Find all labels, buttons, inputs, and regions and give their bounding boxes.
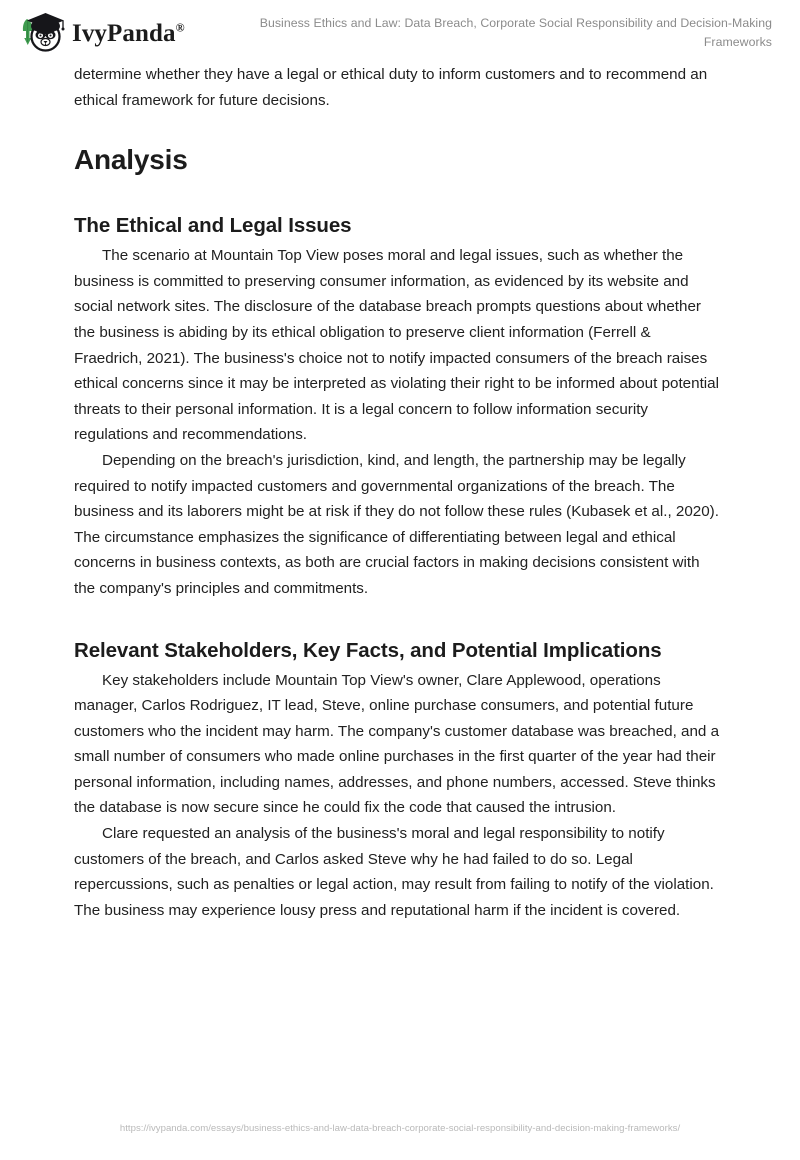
section-heading-analysis: Analysis (74, 144, 188, 176)
brand-name-text: IvyPanda (72, 19, 176, 47)
paragraph-ethical-legal-2: Depending on the breach's jurisdiction, kind, and length, the partnership may be legally required to notify impacted customers and governmental organizations of the breach. The business and its laborers might be at risk if they do not follow these rules (Kubasek et al., 2020). The circumstance emphasizes the significance of differentiating between legal and ethical concerns in business contexts, as both are crucial factors in making decisions consistent with the company's principles and commitments. (74, 451, 719, 597)
document-body (0, 62, 800, 923)
document-title-header: Business Ethics and Law: Data Breach, Corporate Social Responsibility and Decision-Making Frameworks (259, 16, 772, 49)
subsection-heading-stakeholders: Relevant Stakeholders, Key Facts, and Potential Implications (74, 638, 662, 662)
subsection-heading-ethical-legal-issues: The Ethical and Legal Issues (74, 214, 352, 238)
ivypanda-logo[interactable] (16, 8, 216, 56)
page-header (0, 0, 800, 62)
paragraph-stakeholders-2: Clare requested an analysis of the business's moral and legal responsibility to notify customers of the breach, and Carlos asked Steve why he had failed to do so. Legal repercussions, such as penalties or legal action, may result from failing to notify of the violation. The business may experience lousy press and reputational harm if the incident is covered. (74, 825, 714, 919)
paragraph-ethical-legal-1: The scenario at Mountain Top View poses moral and legal issues, such as whether the business is committed to preserving consumer information, as evidenced by its website and social network sites. The disclosure of the database breach prompts questions about whether the business is abiding by its ethical obligation to preserve client information (Ferrell & Fraedrich, 2021). The business's choice not to notify impacted consumers of the breach raises ethical concerns since it may be interpreted as violating their right to be informed about potential threats to their personal information. It is a legal concern to follow information security regulations and recommendations. (74, 247, 719, 444)
registered-trademark-mark: ® (175, 20, 185, 35)
panda-graduation-cap-icon (16, 9, 66, 55)
brand-wordmark (72, 21, 185, 46)
footer-source-url[interactable]: https://ivypanda.com/essays/business-ethics-and-law-data-breach-corporate-social-responsibility-and-decision-making-frameworks/ (119, 1123, 681, 1134)
paragraph-stakeholders-1: Key stakeholders include Mountain Top View's owner, Clare Applewood, operations manager, Carlos Rodriguez, IT lead, Steve, online purchase consumers, and potential future customers who the incident may harm. The company's customer database was breached, and a small number of consumers who made online purchases in the first quarter of the year had their personal information, including names, addresses, and phone numbers, accessed. Steve thinks the database is now secure since he could fix the code that caused the intrusion. (74, 671, 720, 817)
intro-continuation-paragraph: determine whether they have a legal or ethical duty to inform customers and to recommend an ethical framework for future decisions. (74, 66, 708, 109)
